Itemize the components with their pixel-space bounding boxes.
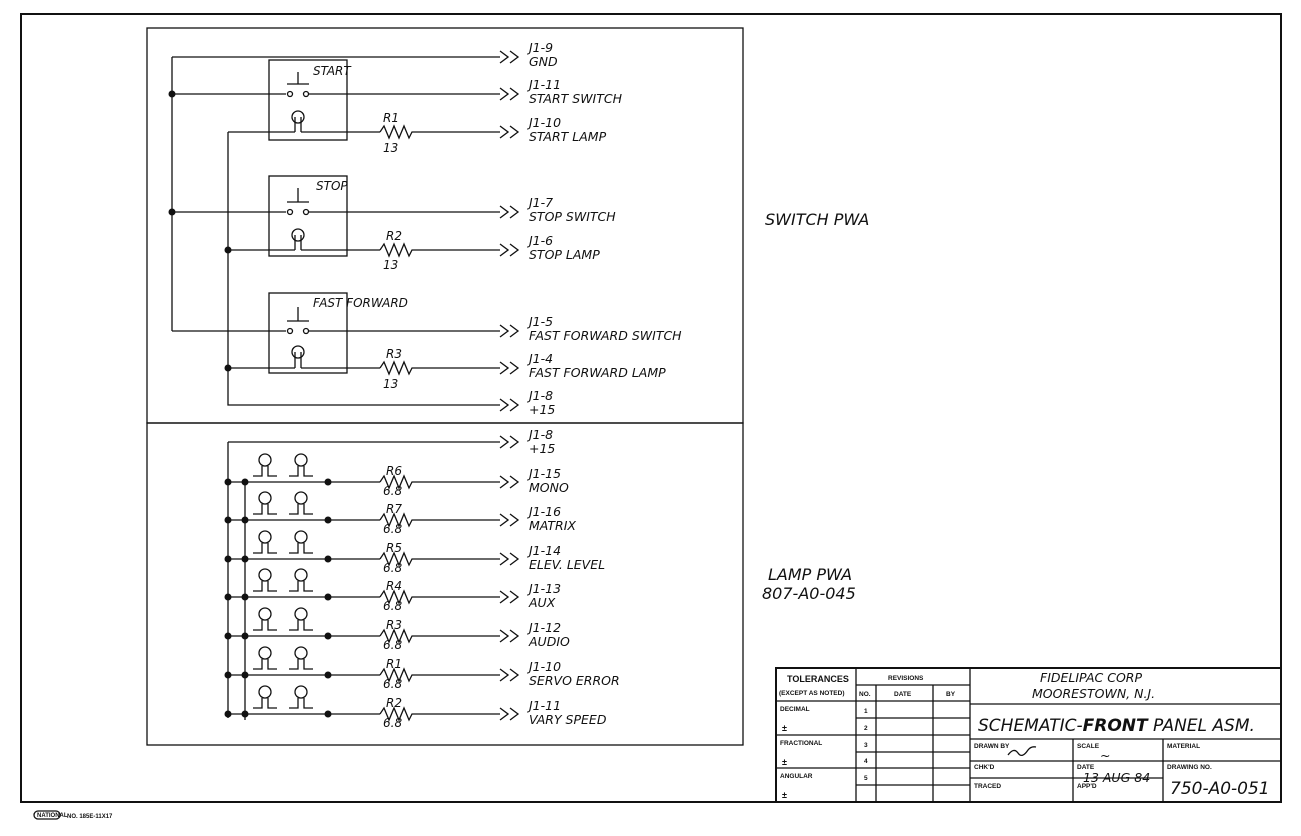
conn-pin: J1-11	[529, 698, 562, 713]
connector-arrow	[500, 514, 518, 526]
printer-logo-text: NATIONAL	[37, 813, 68, 819]
switch-label-stop: STOP	[316, 179, 348, 193]
conn-desc: VARY SPEED	[529, 712, 607, 727]
conn-desc: SERVO ERROR	[529, 673, 620, 688]
conn-desc: MATRIX	[529, 518, 576, 533]
lamp-supply-pin: J1-8	[529, 427, 554, 442]
lamp-icon	[295, 569, 307, 581]
lamp-pwa	[225, 436, 519, 720]
switch-connector-labels	[526, 40, 682, 417]
angular-pm: ±	[782, 790, 787, 800]
lamp-row	[225, 492, 519, 526]
lamp-pwa-part-number: 807-A0-045	[762, 584, 856, 603]
junction-dot	[225, 672, 232, 679]
resistor-value-r3: 13	[383, 377, 399, 391]
decimal-label: DECIMAL	[780, 706, 810, 713]
decimal-pm: ±	[782, 723, 787, 733]
conn-desc: AUX	[529, 595, 556, 610]
junction-dot	[225, 556, 232, 563]
junction-dot	[325, 479, 332, 486]
conn-desc: ELEV. LEVEL	[529, 557, 606, 572]
conn-desc: FAST FORWARD LAMP	[529, 365, 666, 380]
resistor-value: 6.8	[383, 599, 403, 613]
connector-arrow	[500, 325, 518, 337]
lamp-icon	[295, 608, 307, 620]
appd-label: APP'D	[1077, 783, 1097, 790]
conn-desc: GND	[529, 54, 558, 69]
traced-label: TRACED	[974, 783, 1002, 790]
junction-dot	[325, 633, 332, 640]
switch-label-start: START	[313, 64, 351, 78]
conn-pin: J1-13	[529, 581, 562, 596]
resistor-value-r1: 13	[383, 141, 399, 155]
fractional-pm: ±	[782, 757, 787, 767]
fractional-label: FRACTIONAL	[780, 740, 823, 747]
lamp-pwa-box	[147, 423, 743, 745]
junction-dot	[325, 556, 332, 563]
conn-pin: J1-6	[529, 233, 554, 248]
lamp-pwa-title: LAMP PWA	[768, 565, 853, 584]
switch-pwa-box	[147, 28, 743, 423]
lamp-icon	[259, 608, 271, 620]
connector-arrow	[500, 126, 518, 138]
lamp-icon	[259, 531, 271, 543]
material-label: MATERIAL	[1167, 743, 1201, 750]
lamp-row	[225, 531, 519, 565]
form-number: NO. 185E-11X17	[67, 814, 113, 820]
date-value: 13 AUG 84	[1083, 770, 1151, 785]
lamp-supply-desc: +15	[529, 441, 556, 456]
drawn-by-label: DRAWN BY	[974, 743, 1010, 750]
junction-dot	[242, 594, 249, 601]
connector-arrow	[500, 51, 518, 63]
resistor-ref: R7	[386, 502, 402, 516]
conn-desc: STOP LAMP	[529, 247, 600, 262]
except-noted-label: (EXCEPT AS NOTED)	[779, 690, 845, 697]
lamp-icon	[295, 454, 307, 466]
chkd-label: CHK'D	[974, 764, 995, 771]
junction-dot	[242, 633, 249, 640]
connector-arrow	[500, 88, 518, 100]
resistor-ref-r1: R1	[383, 111, 399, 125]
conn-desc: MONO	[529, 480, 569, 495]
resistor-ref: R3	[386, 618, 402, 632]
resistor-value-r2: 13	[383, 258, 399, 272]
connector-arrow	[500, 476, 518, 488]
connector-arrow	[500, 669, 518, 681]
resistor-ref: R5	[386, 541, 402, 555]
conn-pin: J1-5	[529, 314, 554, 329]
rev-by-label: BY	[946, 691, 956, 698]
junction-dot	[225, 633, 232, 640]
lamp-icon	[295, 647, 307, 659]
connector-arrow	[500, 553, 518, 565]
lamp-icon	[295, 492, 307, 504]
scale-value: ~	[1100, 748, 1111, 763]
tolerances-label: TOLERANCES	[787, 674, 849, 684]
lamp-row	[225, 686, 519, 720]
lamp-icon	[259, 492, 271, 504]
lamp-row	[225, 454, 519, 488]
conn-pin: J1-8	[529, 388, 554, 403]
junction-dot	[325, 711, 332, 718]
lamp-row	[225, 647, 519, 681]
resistor-ref-r3: R3	[386, 347, 402, 361]
drawing-title: SCHEMATIC-FRONT PANEL ASM.	[978, 716, 1255, 736]
company-name: FIDELIPAC CORP	[1040, 670, 1143, 685]
rev-number: 1	[864, 708, 868, 715]
conn-desc: +15	[529, 402, 556, 417]
conn-pin: J1-11	[529, 77, 562, 92]
lamp-icon	[295, 686, 307, 698]
resistor-ref: R1	[386, 657, 402, 671]
resistor-value: 6.8	[383, 716, 403, 730]
lamp-row	[225, 569, 519, 603]
junction-dot	[242, 672, 249, 679]
angular-label: ANGULAR	[780, 773, 813, 780]
drawn-by-signature	[1008, 747, 1036, 756]
rev-no-label: NO.	[859, 691, 871, 698]
conn-desc: START LAMP	[529, 129, 607, 144]
company-location: MOORESTOWN, N.J.	[1032, 686, 1156, 701]
scale-label: SCALE	[1077, 743, 1100, 750]
connector-arrow	[500, 708, 518, 720]
junction-dot	[325, 672, 332, 679]
connector-arrow	[500, 399, 518, 411]
rev-number: 5	[864, 775, 868, 782]
lamp-icon	[259, 569, 271, 581]
rev-number: 2	[864, 725, 868, 732]
conn-pin: J1-7	[529, 195, 554, 210]
resistor-value: 6.8	[383, 561, 403, 575]
connector-arrow	[500, 244, 518, 256]
conn-pin: J1-10	[529, 659, 562, 674]
conn-pin: J1-16	[529, 504, 562, 519]
connector-arrow	[500, 630, 518, 642]
junction-dot	[325, 594, 332, 601]
lamp-row	[225, 608, 519, 642]
junction-dot	[242, 517, 249, 524]
conn-desc: STOP SWITCH	[529, 209, 616, 224]
conn-pin: J1-9	[529, 40, 554, 55]
resistor-ref-r2: R2	[386, 229, 402, 243]
conn-pin: J1-10	[529, 115, 562, 130]
rev-number: 3	[864, 742, 868, 749]
resistor-value: 6.8	[383, 484, 403, 498]
junction-dot	[242, 556, 249, 563]
resistor-ref: R6	[386, 464, 402, 478]
switch-pwa-title: SWITCH PWA	[765, 210, 870, 229]
rev-date-label: DATE	[894, 691, 912, 698]
lamp-icon	[259, 454, 271, 466]
junction-dot	[225, 711, 232, 718]
conn-pin: J1-4	[529, 351, 554, 366]
resistor-value: 6.8	[383, 638, 403, 652]
conn-pin: J1-15	[529, 466, 562, 481]
junction-dot	[225, 479, 232, 486]
conn-pin: J1-12	[529, 620, 562, 635]
connector-arrow	[500, 362, 518, 374]
switch-pwa	[169, 51, 519, 411]
conn-desc: AUDIO	[529, 634, 570, 649]
lamp-icon	[295, 531, 307, 543]
date-label: DATE	[1077, 764, 1095, 771]
connector-arrow	[500, 591, 518, 603]
lamp-icon	[259, 686, 271, 698]
rev-number: 4	[864, 758, 868, 765]
connector-arrow	[500, 206, 518, 218]
junction-dot	[242, 711, 249, 718]
junction-dot	[325, 517, 332, 524]
switch-label-fast-forward: FAST FORWARD	[313, 296, 408, 310]
conn-desc: START SWITCH	[529, 91, 623, 106]
drawing-no-label: DRAWING NO.	[1167, 764, 1212, 771]
resistor-value: 6.8	[383, 677, 403, 691]
junction-dot	[242, 479, 249, 486]
drawing-number: 750-A0-051	[1170, 779, 1270, 799]
connector-arrow	[500, 436, 518, 448]
conn-pin: J1-14	[529, 543, 562, 558]
resistor-value: 6.8	[383, 522, 403, 536]
junction-dot	[225, 517, 232, 524]
resistor-ref: R4	[386, 579, 402, 593]
resistor-ref: R2	[386, 696, 402, 710]
junction-dot	[225, 594, 232, 601]
revisions-label: REVISIONS	[888, 675, 924, 682]
lamp-icon	[259, 647, 271, 659]
conn-desc: FAST FORWARD SWITCH	[529, 328, 682, 343]
